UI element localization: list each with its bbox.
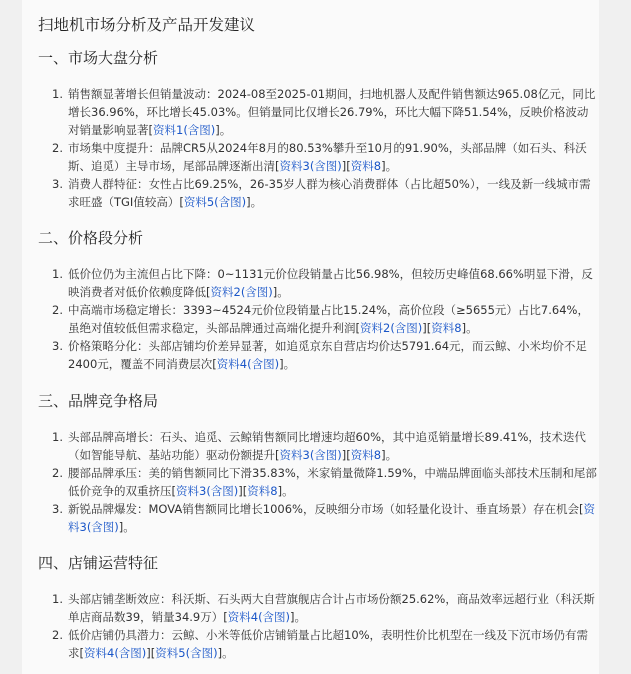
item-text: 低价店铺仍具潜力：云鲸、小米等低价店铺销量占比超10%，表明性价比机型在一线及下沉市场仍有需求 [68,628,589,660]
item-text: 销售额显著增长但销量波动：2024-08至2025-01期间，扫地机器人及配件销售额达965.08亿元，同比增长36.96%，环比增长45.03%。但销量同比仅增长26.79%，环比大幅下降51.54%，反映价格波动对销量影响显著 [68,87,596,137]
item-text: 新锐品牌爆发：MOVA销售额同比增长1006%，反映细分市场（如轻量化设计、垂直场景）存在机会 [68,502,579,516]
reference-link[interactable]: 资料3(含图) [68,502,595,534]
section-price-segments [38,227,598,373]
item-text: 中高端市场稳定增长：3393~4524元价位段销量占比15.24%，高价位段（≥5655元）占比7.64%，虽绝对值较低但需求稳定，头部品牌通过高端化提升利润 [68,303,589,335]
item-list [38,265,598,373]
item-text: 价格策略分化：头部店铺均价差异显著，如追觅京东自营店均价达5791.64元，而云鲸、小米均价不足2400元，覆盖不同消费层次 [68,339,588,371]
section-heading: 三、品牌竞争格局 [38,392,159,410]
reference-link[interactable]: 资料4(含图) [216,357,280,371]
reference-link[interactable]: 资料8 [431,321,462,335]
list-item: 价格策略分化：头部店铺均价差异显著，如追觅京东自营店均价达5791.64元，而云鲸、小米均价不足2400元，覆盖不同消费层次[资料4(含图)]。 [68,339,588,371]
page-title: 扫地机市场分析及产品开发建议 [38,16,256,34]
reference-link[interactable]: 资料5(含图) [155,646,218,660]
section-brand-competition [38,390,598,536]
reference-link[interactable]: 资料1(含图) [153,123,216,137]
reference-link[interactable]: 资料8 [350,159,382,173]
reference-link[interactable]: 资料3(含图) [279,159,342,173]
item-text: 腰部品牌承压：美的销售额同比下滑35.83%，米家销量微降1.59%，中端品牌面临头部技术压制和尾部低价竞争的双重挤压 [68,466,597,498]
list-item: 消费人群特征：女性占比69.25%，26-35岁人群为核心消费群体（占比超50%），一线及新一线城市需求旺盛（TGI值较高）[资料5(含图)]。 [68,177,591,209]
section-store-operations [38,552,598,662]
item-text: 消费人群特征：女性占比69.25%，26-35岁人群为核心消费群体（占比超50%），一线及新一线城市需求旺盛（TGI值较高） [68,177,591,209]
reference-link[interactable]: 资料3(含图) [176,484,239,498]
list-item: 中高端市场稳定增长：3393~4524元价位段销量占比15.24%，高价位段（≥5655元）占比7.64%，虽绝对值较低但需求稳定，头部品牌通过高端化提升利润[资料2(含图)][资料8]。 [68,303,589,335]
item-list [38,85,598,211]
list-item: 低价店铺仍具潜力：云鲸、小米等低价店铺销量占比超10%，表明性价比机型在一线及下沉市场仍有需求[资料4(含图)][资料5(含图)]。 [68,628,589,660]
item-text: 低价位仍为主流但占比下降：0~1131元价位段销量占比56.98%，但较历史峰值68.66%明显下滑，反映消费者对低价依赖度降低 [68,267,593,299]
section-market-overview [38,47,598,211]
section-heading: 四、店铺运营特征 [38,554,159,572]
list-item: 头部品牌高增长：石头、追觅、云鲸销售额同比增速均超60%，其中追觅销量增长89.41%，技术迭代（如智能导航、基站功能）驱动份额提升[资料3(含图)][资料8]。 [68,430,586,462]
list-item: 头部店铺垄断效应：科沃斯、石头两大自营旗舰店合计占市场份额25.62%，商品效率远超行业（科沃斯单店商品数39，销量34.9万）[资料4(含图)]。 [68,592,595,624]
list-item: 腰部品牌承压：美的销售额同比下滑35.83%，米家销量微降1.59%，中端品牌面临头部技术压制和尾部低价竞争的双重挤压[资料3(含图)][资料8]。 [68,466,597,498]
list-item: 市场集中度提升：品牌CR5从2024年8月的80.53%攀升至10月的91.90%，头部品牌（如石头、科沃斯、追觅）主导市场，尾部品牌逐渐出清[资料3(含图)][资料8]。 [68,141,587,173]
reference-link[interactable]: 资料2(含图) [210,285,273,299]
item-text: 市场集中度提升：品牌CR5从2024年8月的80.53%攀升至10月的91.90%，头部品牌（如石头、科沃斯、追觅）主导市场，尾部品牌逐渐出清 [68,141,587,173]
section-heading: 二、价格段分析 [38,229,144,247]
document-page [22,0,599,674]
list-item: 新锐品牌爆发：MOVA销售额同比增长1006%，反映细分市场（如轻量化设计、垂直场景）存在机会[资料3(含图)]。 [68,502,595,534]
reference-link[interactable]: 资料8 [247,484,278,498]
item-text: 头部店铺垄断效应：科沃斯、石头两大自营旗舰店合计占市场份额25.62%，商品效率远超行业（科沃斯单店商品数39，销量34.9万） [68,592,595,624]
reference-link[interactable]: 资料3(含图) [279,448,342,462]
item-list [38,590,598,662]
list-item: 销售额显著增长但销量波动：2024-08至2025-01期间，扫地机器人及配件销售额达965.08亿元，同比增长36.96%，环比增长45.03%。但销量同比仅增长26.79%，环比大幅下降51.54%，反映价格波动对销量影响显著[资料1(含图)]。 [68,87,596,137]
reference-link[interactable]: 资料8 [350,448,382,462]
reference-link[interactable]: 资料2(含图) [360,321,423,335]
item-text: 头部品牌高增长：石头、追觅、云鲸销售额同比增速均超60%，其中追觅销量增长89.41%，技术迭代（如智能导航、基站功能）驱动份额提升 [68,430,586,462]
item-list [38,428,598,536]
reference-link[interactable]: 资料5(含图) [183,195,247,209]
list-item: 低价位仍为主流但占比下降：0~1131元价位段销量占比56.98%，但较历史峰值68.66%明显下滑，反映消费者对低价依赖度降低[资料2(含图)]。 [68,267,593,299]
reference-link[interactable]: 资料4(含图) [227,610,291,624]
reference-link[interactable]: 资料4(含图) [84,646,147,660]
section-heading: 一、市场大盘分析 [38,49,159,67]
